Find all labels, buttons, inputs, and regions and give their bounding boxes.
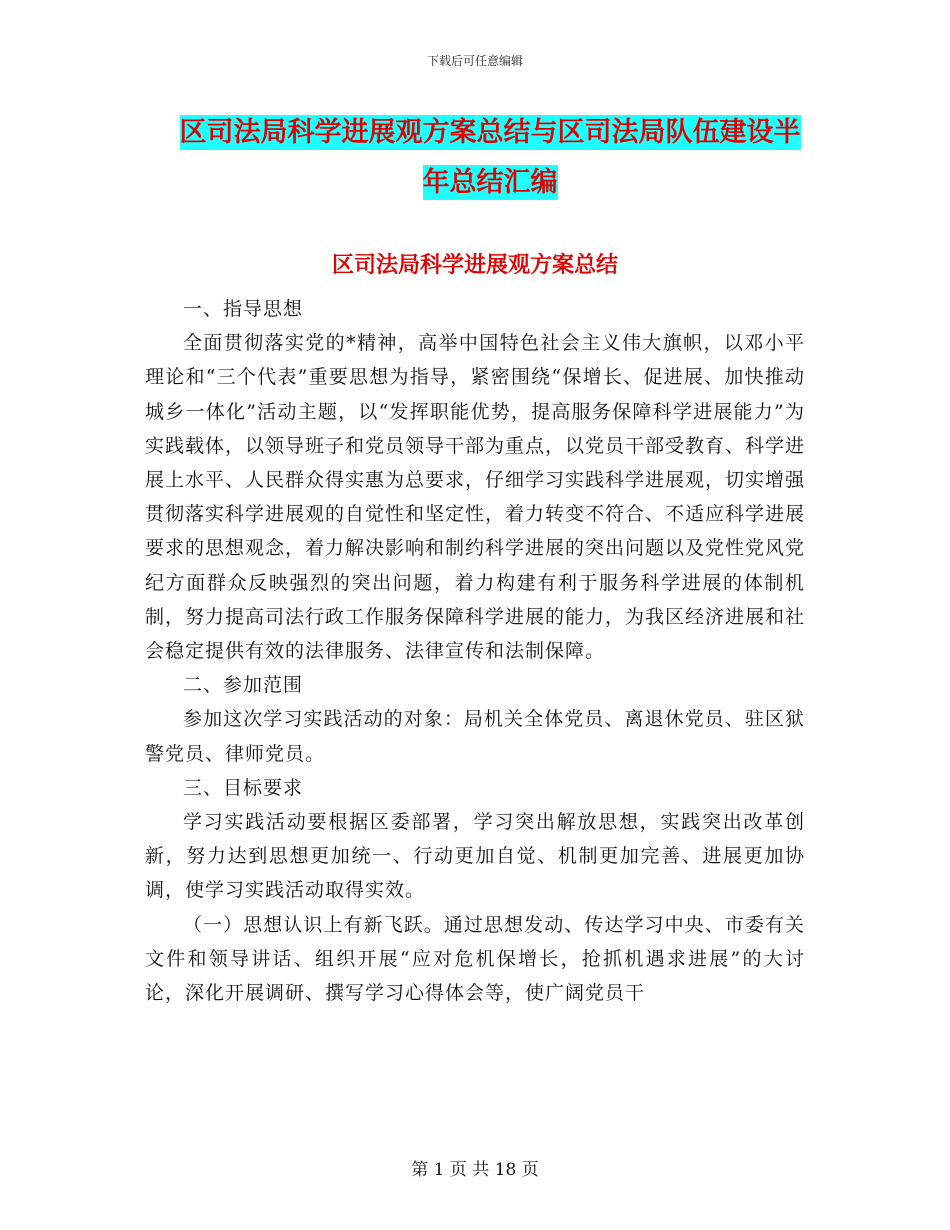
paragraph: 参加这次学习实践活动的对象：局机关全体党员、离退休党员、驻区狱警党员、律师党员。: [145, 708, 805, 765]
body-text: [145, 292, 805, 1010]
heading-goals: 三、目标要求: [183, 776, 304, 799]
heading-guiding-ideology: 一、指导思想: [183, 298, 304, 320]
main-title: [145, 108, 835, 208]
paragraph: 全面贯彻落实党的*精神，高举中国特色社会主义伟大旗帜，以邓小平理论和“三个代表”重要思想为指导，紧密围绕“保增长、促进展、加快推动城乡一体化”活动主题，以“发挥职能优势，提高服务保障科学进展能力”为实践载体，以领导班子和党员领导干部为重点，以党员干部受教育、科学进展上水平、人民群众得实惠为总要求，仔细学习实践科学进展观，切实增强贯彻落实科学进展观的自觉性和坚定性，着力转变不符合、不适应科学进展要求的思想观念，着力解决影响和制约科学进展的突出问题以及党性党风党纪方面群众反映强烈的突出问题，着力构建有利于服务科学进展的体制机制，努力提高司法行政工作服务保障科学进展的能力，为我区经济进展和社会稳定提供有效的法律服务、法律宣传和法制保障。: [145, 332, 806, 663]
section-title: 区司法局科学进展观方案总结: [331, 253, 618, 278]
page-number-footer: 第 1 页 共 18 页: [411, 1160, 539, 1180]
paragraph: 学习实践活动要根据区委部署，学习突出解放思想，实践突出改革创新，努力达到思想更加统一、行动更加自觉、机制更加完善、进展更加协调，使学习实践活动取得实效。: [145, 811, 805, 902]
paragraph: （一）思想认识上有新飞跃。通过思想发动、传达学习中央、市委有关文件和领导讲话、组织开展“应对危机保增长，抢抓机遇求进展”的大讨论，深化开展调研、撰写学习心得体会等，使广阔党员干: [145, 913, 805, 1005]
header-note: 下载后可任意编辑: [426, 54, 523, 68]
main-title-line-1: 区司法局科学进展观方案总结与区司法局队伍建设半: [179, 117, 801, 148]
heading-participation-scope: 二、参加范围: [183, 674, 304, 697]
main-title-line-2: 年总结汇编: [422, 167, 558, 198]
